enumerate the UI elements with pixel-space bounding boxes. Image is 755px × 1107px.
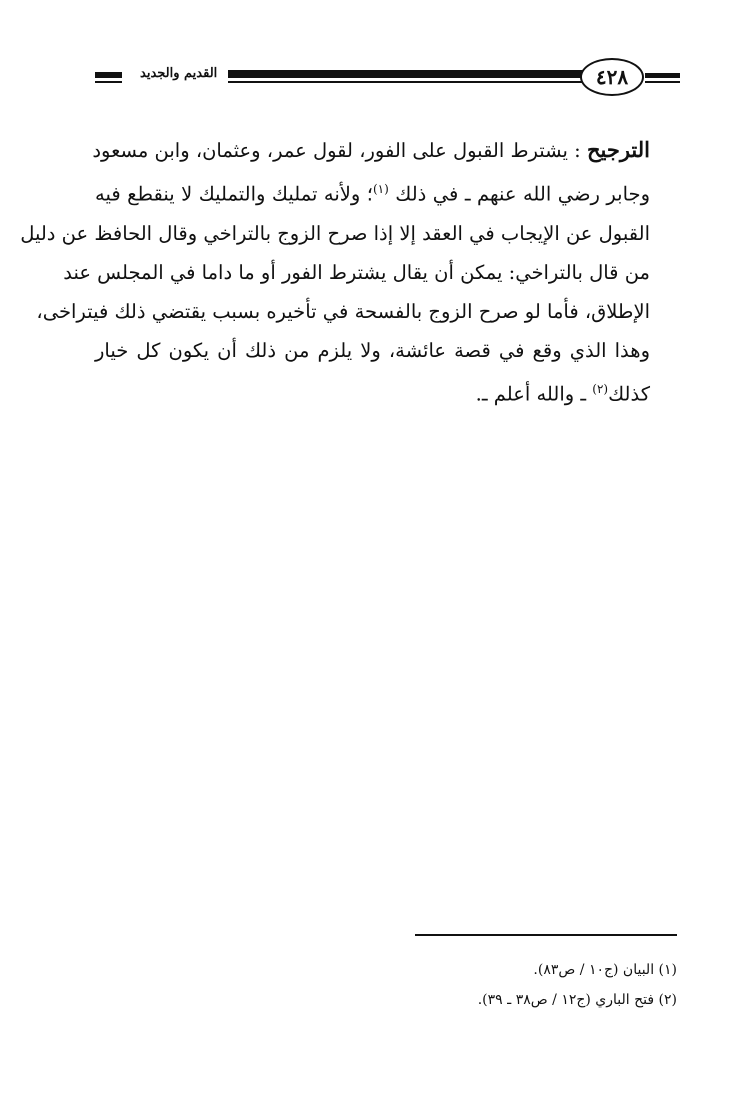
main-paragraph	[20, 130, 651, 413]
footnote-separator	[415, 934, 677, 936]
text-line: من قال بالتراخي: يمكن أن يقال يشترط الفور أو ما داما في المجلس عند	[63, 260, 650, 284]
header-rule	[95, 81, 122, 83]
page-number-oval	[580, 58, 644, 96]
footnote: (٢) فتح الباري (ج١٢ / ص٣٨ ـ ٣٩).	[477, 992, 677, 1008]
text-line: الإطلاق، فأما لو صرح الزوج بالفسحة في تأخيره بسبب يقتضي ذلك فيتراخى،	[36, 299, 650, 323]
footnote: (١) البيان (ج١٠ / ص٨٣).	[533, 962, 677, 978]
text-line	[92, 130, 650, 170]
header-rule	[645, 73, 680, 78]
running-title: القديم والجديد	[140, 66, 218, 81]
text-run: ؛ ولأنه تمليك والتمليك لا ينقطع فيه	[95, 182, 373, 206]
header-rule	[95, 72, 122, 78]
text-run: كذلك	[608, 382, 650, 405]
page-number: ٤٢٨	[595, 65, 629, 89]
text-line	[95, 370, 650, 414]
footnote-reference: (١)	[372, 182, 389, 196]
page-header	[0, 0, 755, 120]
text-line	[95, 170, 650, 214]
footnotes	[300, 955, 677, 1015]
text-line: وهذا الذي وقع في قصة عائشة، ولا يلزم من ذلك أن يكون كل خيار	[95, 338, 650, 362]
lead-word: الترجيح	[586, 137, 650, 162]
text-run: : يشترط القبول على الفور، لقول عمر، وعثمان، وابن مسعود	[92, 139, 581, 162]
header-rule	[228, 70, 590, 78]
text-run: ـ والله أعلم ـ.	[475, 382, 593, 405]
header-rule	[228, 81, 590, 83]
text-line: القبول عن الإيجاب في العقد إلا إذا صرح الزوج بالتراخي وقال الحافظ عن دليل	[20, 221, 650, 245]
header-rule	[645, 81, 680, 83]
footnote-reference: (٢)	[592, 381, 609, 396]
text-run: وجابر رضي الله عنهم ـ في ذلك	[395, 182, 651, 206]
